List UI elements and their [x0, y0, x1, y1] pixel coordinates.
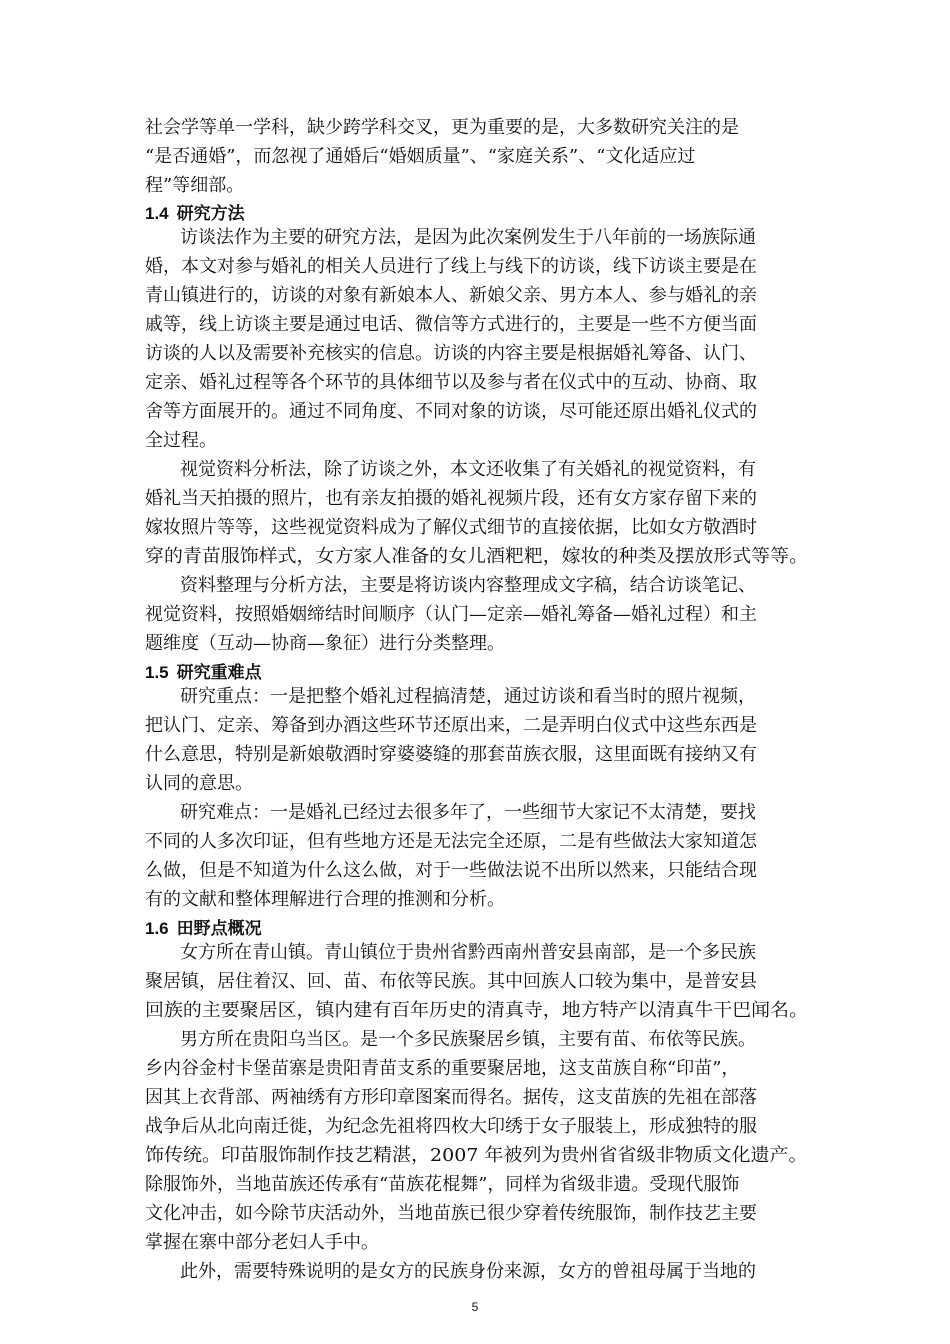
- body-line: 女方所在青山镇。青山镇位于贵州省黔西南州普安县南部，是一个多民族: [180, 942, 756, 963]
- body-line: 么做，但是不知道为什么这么做，对于一些做法说不出所以然来，只能结合现: [145, 860, 757, 881]
- section-title: 研究重难点: [176, 663, 262, 683]
- section-title: 田野点概况: [176, 919, 262, 939]
- body-line: 聚居镇，居住着汉、回、苗、布依等民族。其中回族人口较为集中，是普安县: [145, 971, 757, 992]
- body-line: 乡内谷金村卡堡苗寨是贵阳青苗支系的重要聚居地，这支苗族自称“印苗”，: [145, 1058, 740, 1079]
- body-line: 研究重点：一是把整个婚礼过程搞清楚，通过访谈和看当时的照片视频，: [180, 686, 756, 707]
- body-line: 婚，本文对参与婚礼的相关人员进行了线上与线下的访谈，线下访谈主要是在: [145, 256, 757, 277]
- body-line: 饰传统。印苗服饰制作技艺精湛，2007 年被列为贵州省省级非物质文化遗产。: [145, 1145, 808, 1166]
- body-line: 认同的意思。: [145, 773, 253, 794]
- body-line: 舍等方面展开的。通过不同角度、不同对象的访谈，尽可能还原出婚礼仪式的: [145, 401, 757, 422]
- body-line: 嫁妆照片等等，这些视觉资料成为了解仪式细节的直接依据，比如女方敬酒时: [145, 517, 757, 538]
- body-line: 定亲、婚礼过程等各个环节的具体细节以及参与者在仪式中的互动、协商、取: [145, 372, 757, 393]
- body-line: 程”等细部。: [145, 175, 245, 196]
- body-line: 有的文献和整体理解进行合理的推测和分析。: [145, 889, 505, 910]
- section-title: 研究方法: [176, 204, 245, 224]
- body-line: 文化冲击，如今除节庆活动外，当地苗族已很少穿着传统服饰，制作技艺主要: [145, 1203, 757, 1224]
- body-line: 资料整理与分析方法，主要是将访谈内容整理成文字稿，结合访谈笔记、: [180, 575, 756, 596]
- body-line: 回族的主要聚居区，镇内建有百年历史的清真寺，地方特产以清真牛干巴闻名。: [145, 1000, 809, 1021]
- body-line: 婚礼当天拍摄的照片，也有亲友拍摄的婚礼视频片段，还有女方家存留下来的: [145, 488, 757, 509]
- body-line: 社会学等单一学科，缺少跨学科交叉，更为重要的是，大多数研究关注的是: [145, 117, 739, 138]
- body-line: 视觉资料分析法，除了访谈之外，本文还收集了有关婚礼的视觉资料，有: [180, 459, 756, 480]
- body-line: 研究难点：一是婚礼已经过去很多年了，一些细节大家记不太清楚，要找: [180, 802, 756, 823]
- body-line: 视觉资料，按照婚姻缔结时间顺序（认门—定亲—婚礼筹备—婚礼过程）和主: [145, 604, 757, 625]
- body-line: 穿的青苗服饰样式，女方家人准备的女儿酒粑粑，嫁妆的种类及摆放形式等等。: [145, 546, 809, 567]
- body-line: 此外，需要特殊说明的是女方的民族身份来源，女方的曾祖母属于当地的: [180, 1261, 756, 1282]
- page-number: 5: [471, 1300, 479, 1314]
- body-line: 访谈法作为主要的研究方法，是因为此次案例发生于八年前的一场族际通: [180, 227, 756, 248]
- section-number: 1.6: [145, 919, 169, 938]
- body-line: 不同的人多次印证，但有些地方还是无法完全还原，二是有些做法大家知道怎: [145, 831, 757, 852]
- body-line: 因其上衣背部、两袖绣有方形印章图案而得名。据传，这支苗族的先祖在部落: [145, 1087, 757, 1108]
- body-line: 把认门、定亲、筹备到办酒这些环节还原出来，二是弄明白仪式中这些东西是: [145, 715, 757, 736]
- section-number: 1.4: [145, 204, 169, 223]
- body-line: 什么意思，特别是新娘敬酒时穿婆婆缝的那套苗族衣服，这里面既有接纳又有: [145, 744, 757, 765]
- body-line: 全过程。: [145, 430, 217, 451]
- body-line: 除服饰外，当地苗族还传承有“苗族花棍舞”，同样为省级非遗。受现代服饰: [145, 1174, 740, 1195]
- body-line: “是否通婚”，而忽视了通婚后“婚姻质量”、“家庭关系”、“文化适应过: [145, 146, 696, 167]
- body-line: 男方所在贵阳乌当区。是一个多民族聚居乡镇，主要有苗、布依等民族。: [180, 1029, 756, 1050]
- body-line: 战争后从北向南迁徙，为纪念先祖将四枚大印绣于女子服装上，形成独特的服: [145, 1116, 757, 1137]
- section-number: 1.5: [145, 663, 169, 682]
- body-line: 掌握在寨中部分老妇人手中。: [145, 1232, 379, 1253]
- body-line: 题维度（互动—协商—象征）进行分类整理。: [145, 633, 505, 654]
- body-line: 访谈的人以及需要补充核实的信息。访谈的内容主要是根据婚礼筹备、认门、: [145, 343, 757, 364]
- body-line: 青山镇进行的，访谈的对象有新娘本人、新娘父亲、男方本人、参与婚礼的亲: [145, 285, 757, 306]
- body-line: 戚等，线上访谈主要是通过电话、微信等方式进行的，主要是一些不方便当面: [145, 314, 757, 335]
